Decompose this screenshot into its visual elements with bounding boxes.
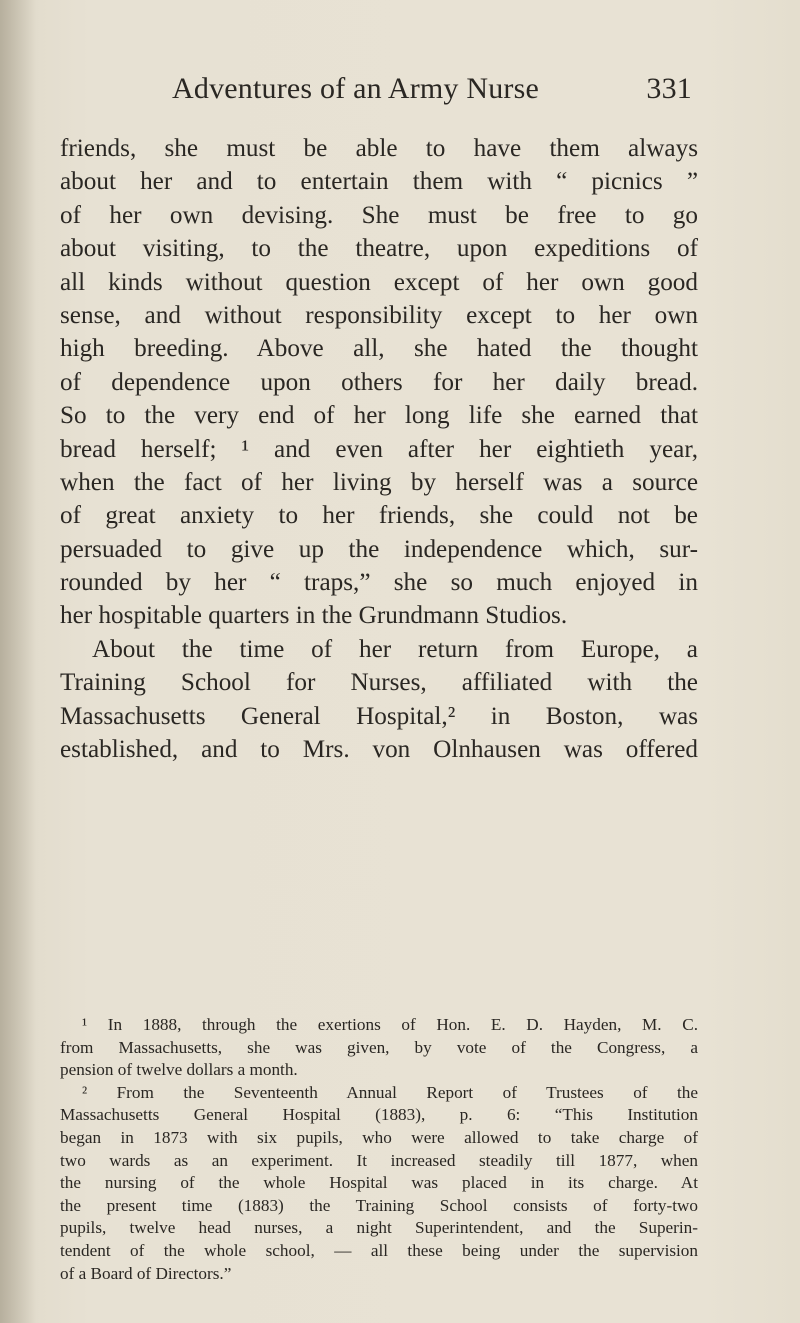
footnote-line: of a Board of Directors.” xyxy=(60,1263,232,1283)
body-line: of her own devising. She must be free to go xyxy=(60,201,698,229)
footnote-line: began in 1873 with six pupils, who were allowed to take charge of xyxy=(60,1127,698,1147)
body-line: rounded by her “ traps,” she so much enjoyed in xyxy=(60,569,698,597)
footnote-line: the nursing of the whole Hospital was placed in its charge. At xyxy=(60,1173,698,1193)
footnote-line: two wards as an experiment. It increased steadily till 1877, when xyxy=(60,1150,698,1170)
footnote-line: pupils, twelve head nurses, a night Superintendent, and the Superin- xyxy=(60,1218,698,1238)
body-line: when the fact of her living by herself was a source xyxy=(60,468,698,496)
body-line: persuaded to give up the independence which, sur- xyxy=(60,535,698,563)
footnote-line: ² From the Seventeenth Annual Report of Trustees of the xyxy=(82,1082,698,1102)
body-line: So to the very end of her long life she earned that xyxy=(60,402,698,430)
body-line: Massachusetts General Hospital,² in Boston, was xyxy=(60,702,698,730)
footnote-line: from Massachusetts, she was given, by vote of the Congress, a xyxy=(60,1037,698,1057)
body-line: friends, she must be able to have them always xyxy=(60,135,698,162)
footnote-line: tendent of the whole school, — all these being under the supervision xyxy=(60,1240,698,1260)
body-line: her hospitable quarters in the Grundmann Studios. xyxy=(60,602,568,630)
running-head-title: Adventures of an Army Nurse xyxy=(172,72,539,105)
footnote-line: pension of twelve dollars a month. xyxy=(60,1060,298,1080)
body-line: about visiting, to the theatre, upon expeditions of xyxy=(60,235,698,263)
body-line: of great anxiety to her friends, she could not be xyxy=(60,502,698,530)
page-number: 331 xyxy=(646,72,692,105)
body-line: established, and to Mrs. von Olnhausen was offered xyxy=(60,736,698,764)
footnote-line: the present time (1883) the Training School consists of forty-two xyxy=(60,1195,698,1215)
binding-shadow xyxy=(0,0,36,1323)
body-line: of dependence upon others for her daily bread. xyxy=(60,368,698,396)
body-line: high breeding. Above all, she hated the thought xyxy=(60,335,698,363)
footnote-line: ¹ In 1888, through the exertions of Hon. E. D. Hayden, M. C. xyxy=(82,1015,698,1034)
body-line: Training School for Nurses, affiliated with the xyxy=(60,669,698,697)
footnote-line: Massachusetts General Hospital (1883), p. 6: “This Institution xyxy=(60,1105,698,1125)
footnotes xyxy=(60,1014,698,1285)
running-head xyxy=(172,72,692,106)
body-text xyxy=(60,132,698,766)
body-line: sense, and without responsibility except to her own xyxy=(60,301,698,329)
body-line: about her and to entertain them with “ picnics ” xyxy=(60,168,698,196)
body-line: all kinds without question except of her own good xyxy=(60,268,698,296)
body-line: About the time of her return from Europe, a xyxy=(92,635,698,663)
body-line: bread herself; ¹ and even after her eightieth year, xyxy=(60,435,698,463)
